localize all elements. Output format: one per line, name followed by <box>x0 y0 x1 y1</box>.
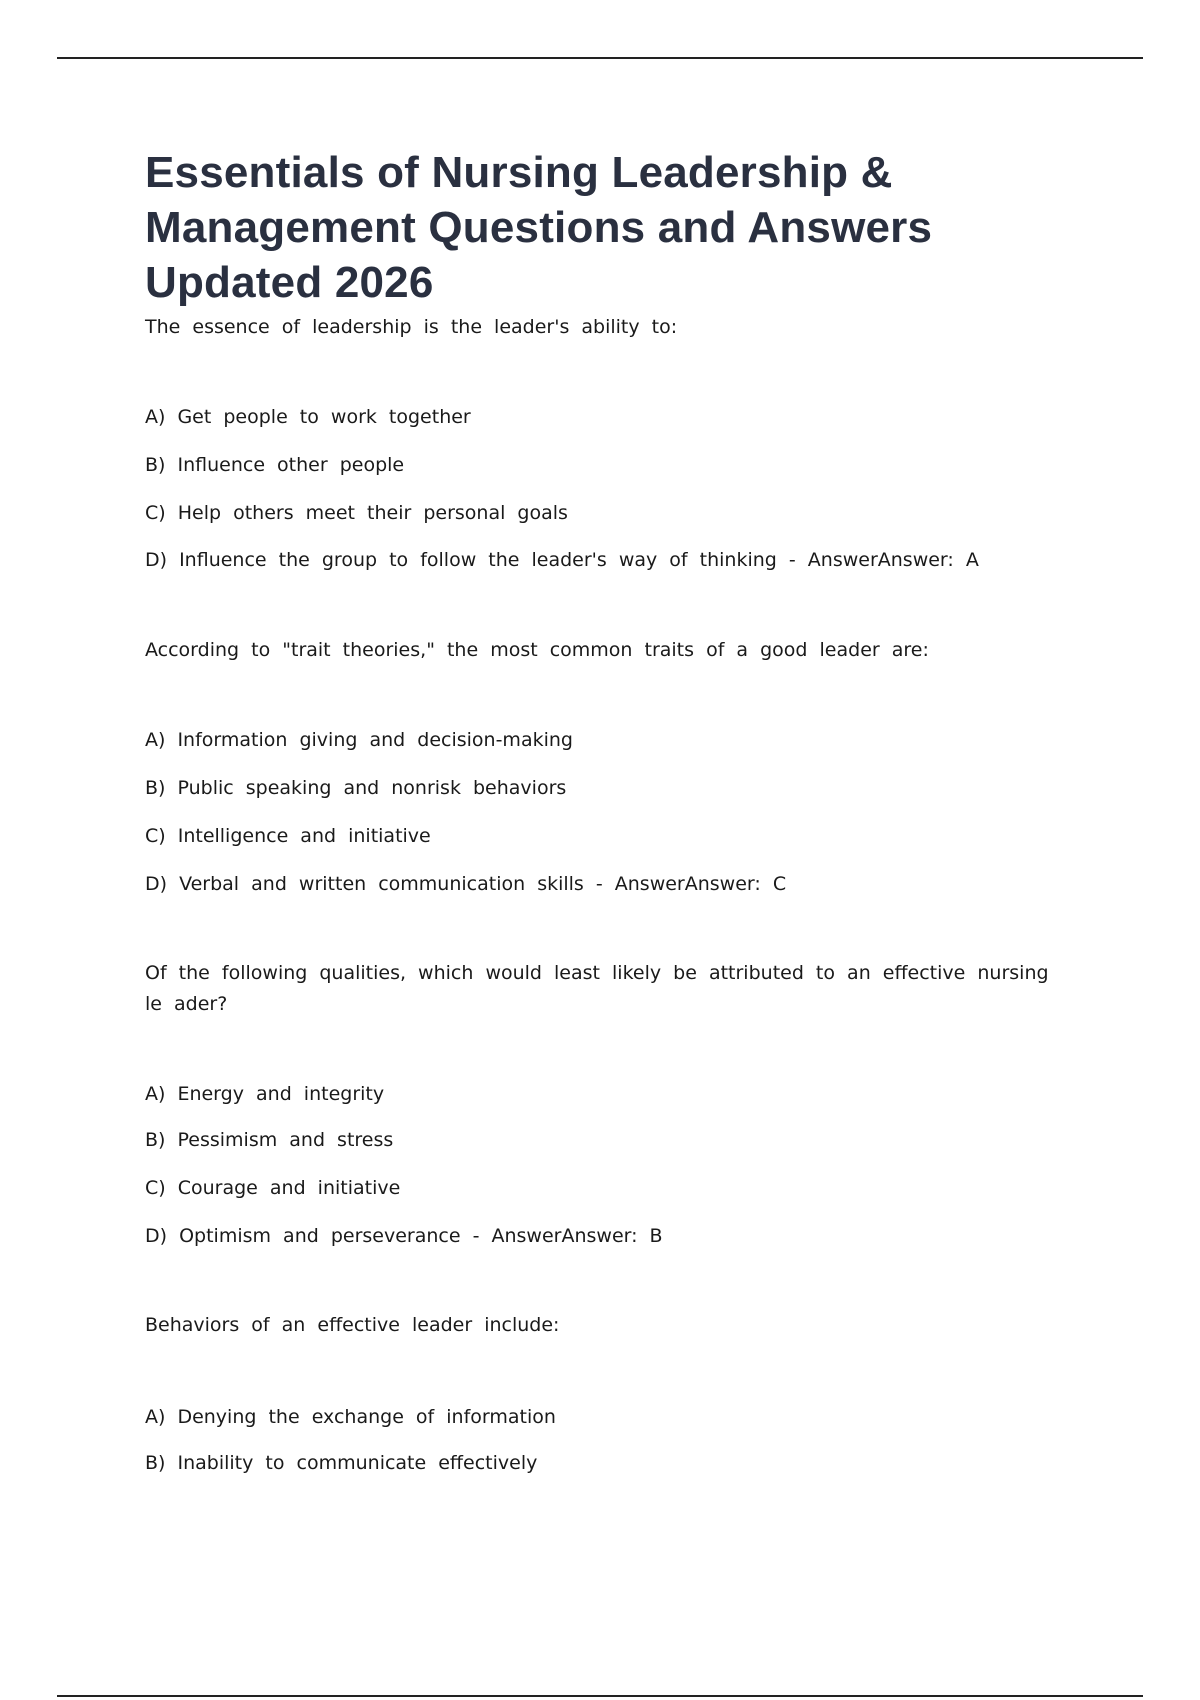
bottom-rule <box>57 1695 1143 1697</box>
question-3 <box>145 958 1065 1248</box>
question-1 <box>145 312 1065 572</box>
option-c: C) Courage and initiative <box>145 1177 401 1199</box>
option-b: B) Public speaking and nonrisk behaviors <box>145 777 567 799</box>
top-rule <box>57 57 1143 59</box>
question-text: Of the following qualities, which would least likely be attributed to an effective nursing le ader? <box>145 962 1049 1015</box>
question-text: According to "trait theories," the most common traits of a good leader are: <box>145 639 929 661</box>
option-d: D) Influence the group to follow the leader's way of thinking - AnswerAnswer: A <box>145 549 979 571</box>
option-b: B) Inability to communicate effectively <box>145 1452 538 1474</box>
option-a: A) Denying the exchange of information <box>145 1406 556 1428</box>
option-d: D) Optimism and perseverance - AnswerAnswer: B <box>145 1225 663 1247</box>
option-a: A) Energy and integrity <box>145 1083 385 1105</box>
option-c: C) Help others meet their personal goals <box>145 502 568 524</box>
question-text: The essence of leadership is the leader's ability to: <box>145 316 678 338</box>
question-2 <box>145 635 1065 896</box>
document-body <box>145 145 1065 1475</box>
option-a: A) Information giving and decision-making <box>145 729 573 751</box>
option-d: D) Verbal and written communication skills - AnswerAnswer: C <box>145 873 787 895</box>
option-b: B) Pessimism and stress <box>145 1129 394 1151</box>
document-title: Essentials of Nursing Leadership & Management Questions and Answers Updated 2026 <box>145 148 933 307</box>
option-a: A) Get people to work together <box>145 406 471 428</box>
option-c: C) Intelligence and initiative <box>145 825 431 847</box>
question-4 <box>145 1310 1065 1475</box>
option-b: B) Influence other people <box>145 454 405 476</box>
question-text: Behaviors of an effective leader include: <box>145 1314 560 1336</box>
